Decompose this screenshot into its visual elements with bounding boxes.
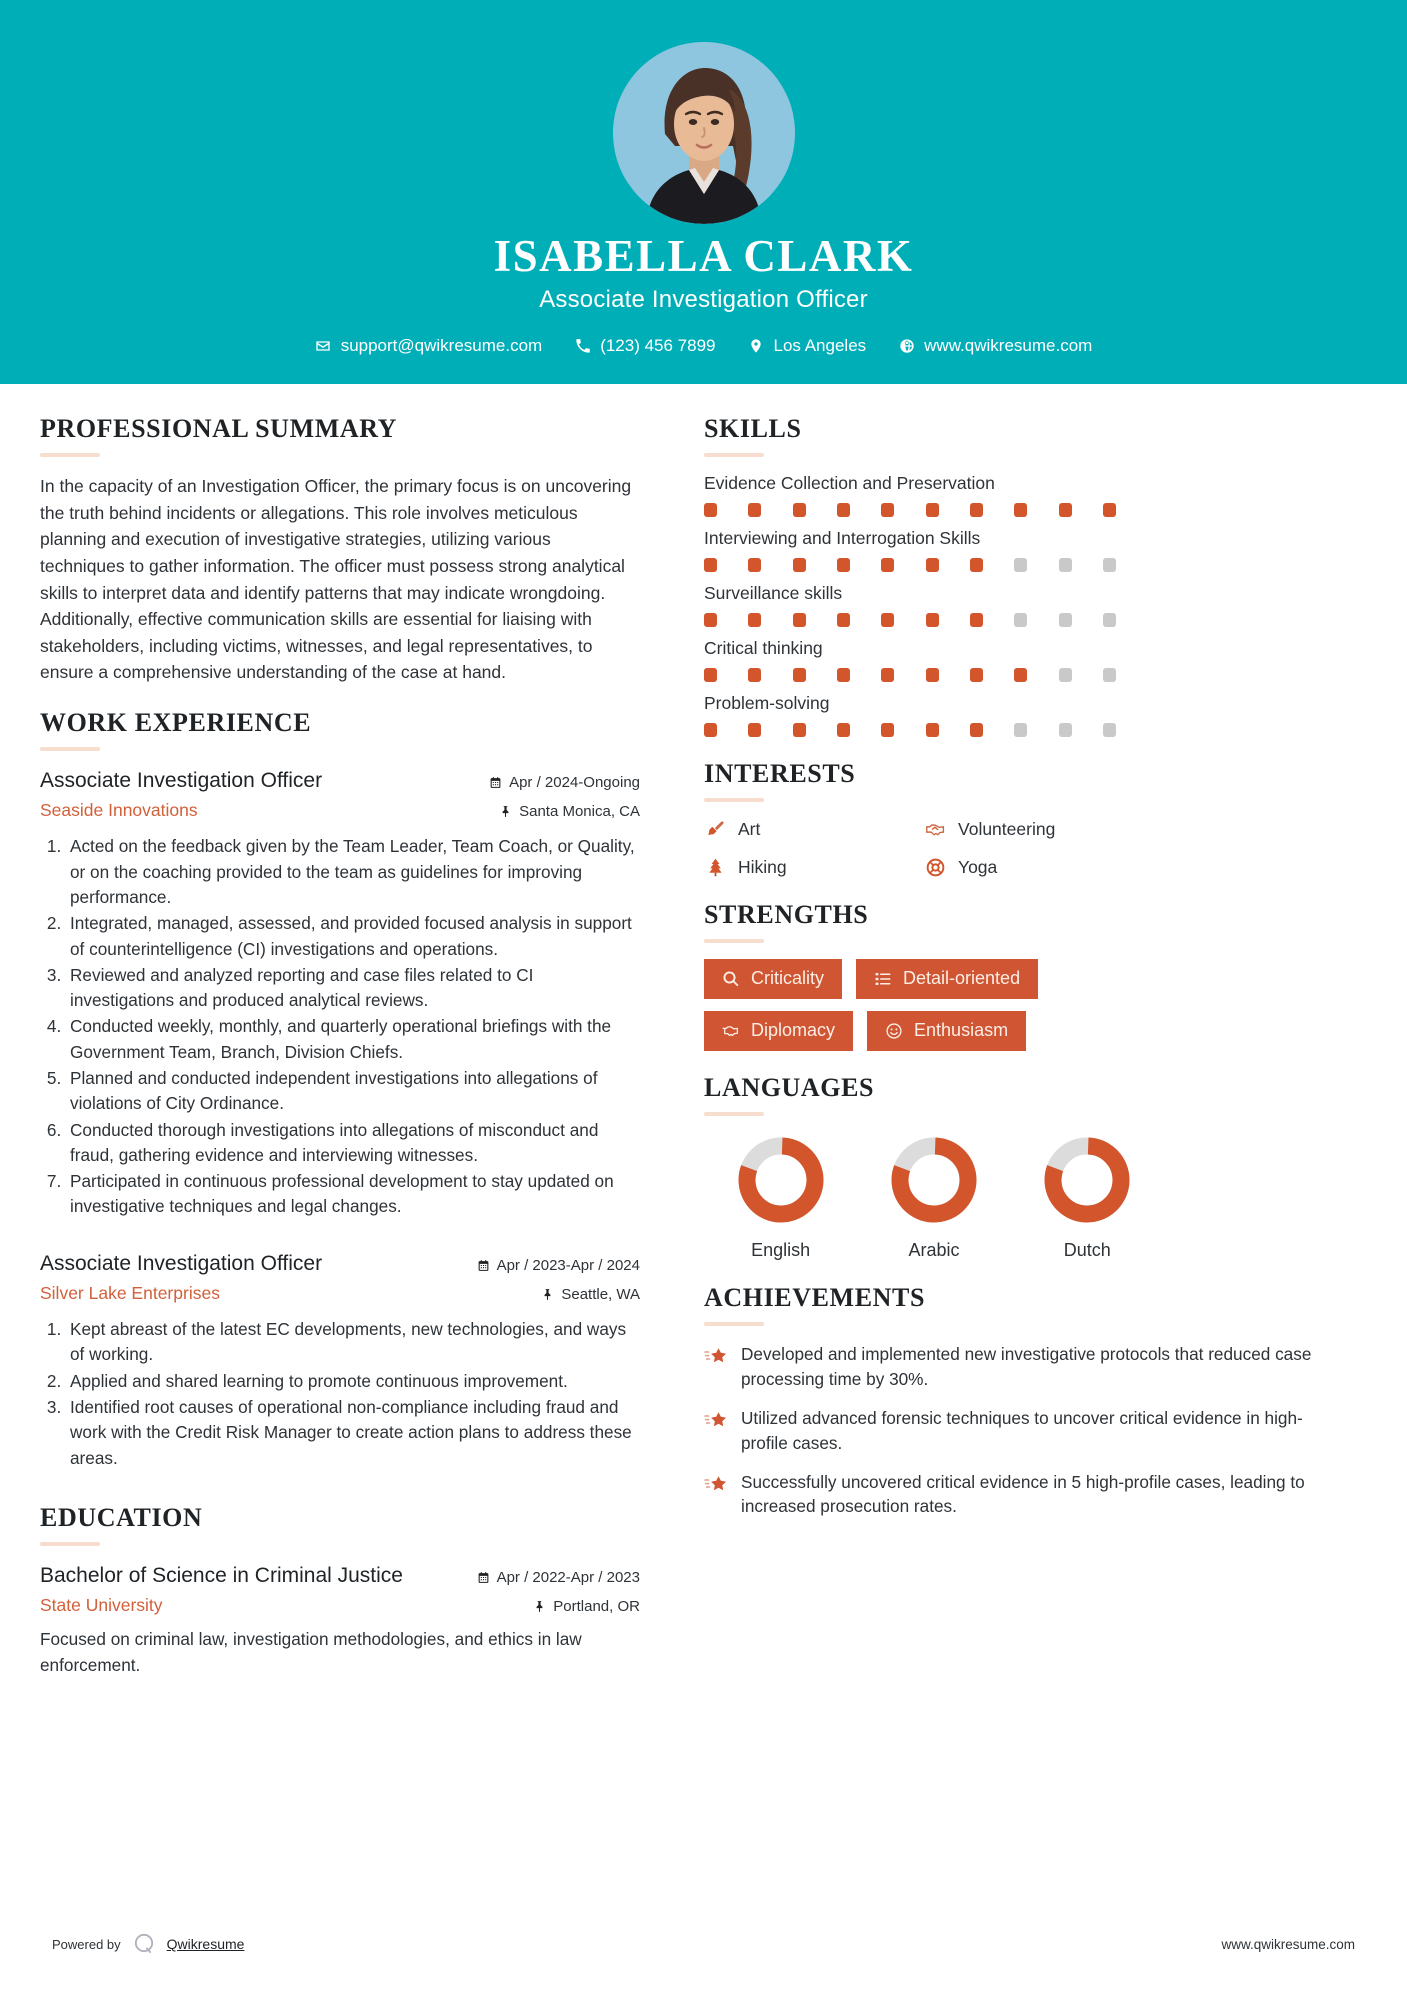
work-organization: Silver Lake Enterprises	[40, 1282, 220, 1303]
skill-name: Problem-solving	[704, 693, 830, 714]
work-bullets	[40, 1317, 640, 1471]
skill-dot-filled	[793, 503, 806, 517]
footer-website: www.qwikresume.com	[1221, 1936, 1355, 1952]
skill-rating	[704, 723, 1116, 737]
section-achievements	[704, 1283, 1335, 1520]
mail-icon	[315, 338, 332, 355]
skill-dot-filled	[881, 668, 894, 682]
skill-dot-filled	[881, 723, 894, 737]
skill-dot-filled	[1059, 503, 1072, 517]
list-item: 2. Applied and shared learning to promote continuous improvement.	[66, 1369, 640, 1394]
section-interests	[704, 759, 1335, 878]
skill-dot-filled	[926, 723, 939, 737]
skill-dot-filled	[748, 558, 761, 572]
interest-art	[704, 818, 914, 840]
skill-dot-filled	[837, 503, 850, 517]
section-rule	[40, 1542, 100, 1546]
list-item: 4. Conducted weekly, monthly, and quarterly operational briefings with the Government Team, Branch, Division Chiefs.	[66, 1014, 640, 1065]
pin-icon	[533, 1600, 546, 1613]
work-entry	[40, 1250, 640, 1471]
section-rule	[704, 1112, 764, 1116]
interest-label: Yoga	[958, 856, 998, 877]
skill-dot-empty	[1014, 613, 1027, 627]
star-icon	[704, 1409, 728, 1433]
work-role: Associate Investigation Officer	[40, 1251, 323, 1275]
resume-header	[0, 0, 1407, 384]
language-donut-chart	[1039, 1132, 1135, 1228]
skill-dot-filled	[748, 503, 761, 517]
section-rule	[40, 747, 100, 751]
section-heading-skills: SKILLS	[704, 414, 802, 444]
skill-dot-filled	[926, 558, 939, 572]
strength-label: Enthusiasm	[914, 1019, 1009, 1040]
language-item	[857, 1132, 1010, 1261]
strength-tag-detail-oriented[interactable]	[856, 959, 1038, 999]
skill-dot-filled	[704, 503, 717, 517]
skill-rating	[704, 503, 1116, 517]
list-item: 1. Acted on the feedback given by the Team Leader, Team Coach, or Quality, or on the coaching provided to the team as guidelines for improving performance.	[66, 834, 640, 910]
skill-name: Evidence Collection and Preservation	[704, 473, 995, 494]
achievement-text: Utilized advanced forensic techniques to uncover critical evidence in high-profile cases.	[741, 1407, 1303, 1453]
star-icon	[704, 1345, 728, 1369]
skill-dot-filled	[970, 668, 983, 682]
languages-list	[704, 1132, 1164, 1261]
skill-rating	[704, 558, 1116, 572]
skill-dot-filled	[837, 613, 850, 627]
strength-label: Diplomacy	[751, 1019, 836, 1040]
interest-label: Art	[738, 818, 761, 839]
list-item: 3. Reviewed and analyzed reporting and case files related to CI investigations and produced analytical reviews.	[66, 963, 640, 1014]
skill-dot-filled	[1014, 668, 1027, 682]
strength-tag-enthusiasm[interactable]	[867, 1011, 1026, 1051]
achievement-text: Developed and implemented new investigative protocols that reduced case processing time by 30%.	[741, 1343, 1312, 1389]
language-label: Dutch	[1063, 1239, 1111, 1260]
language-label: English	[751, 1239, 811, 1260]
contact-phone-text: (123) 456 7899	[600, 336, 716, 356]
work-organization: Seaside Innovations	[40, 800, 198, 821]
skill-dot-filled	[793, 668, 806, 682]
skill-rating	[704, 613, 1116, 627]
skill-dot-filled	[970, 558, 983, 572]
section-heading-education: EDUCATION	[40, 1502, 203, 1532]
right-column	[672, 414, 1335, 1541]
phone-icon	[574, 338, 591, 355]
interest-volunteering	[924, 818, 1134, 840]
work-location-text: Seattle, WA	[561, 1285, 640, 1303]
strength-label: Detail-oriented	[903, 968, 1021, 989]
skill-name: Interviewing and Interrogation Skills	[704, 528, 981, 549]
skill-dot-filled	[881, 613, 894, 627]
section-rule	[704, 798, 764, 802]
avatar-photo-icon	[613, 42, 795, 224]
education-entry	[40, 1562, 640, 1678]
qwikresume-logo-icon	[132, 1932, 156, 1956]
section-work-experience	[40, 708, 640, 1471]
skill-dot-filled	[704, 668, 717, 682]
section-rule	[40, 453, 100, 457]
achievement-text: Successfully uncovered critical evidence in 5 high-profile cases, leading to increased prosecution rates.	[741, 1471, 1305, 1517]
star-icon	[704, 1473, 728, 1497]
paintbrush-icon	[704, 818, 726, 840]
left-column	[40, 414, 672, 1700]
skill-dot-empty	[1014, 558, 1027, 572]
contact-email[interactable]	[299, 336, 559, 356]
skill-dot-filled	[837, 558, 850, 572]
summary-text: In the capacity of an Investigation Officer, the primary focus is on uncovering the truth behind incidents or allegations. This role involves meticulous planning and execution of investigative strategies, utilizing various techniques to gather information. The officer must possess strong analytical skills to interpret data and identify patterns that may indicate wrongdoing. Additionally, effective communication skills are essential for liaising with stakeholders, including victims, witnesses, and legal representatives, to ensure a comprehensive understanding of the case at hand.	[40, 476, 632, 683]
skill-dot-empty	[1059, 613, 1072, 627]
list-item: 2. Integrated, managed, assessed, and provided focused analysis in support of counterintelligence (CI) investigations and operations.	[66, 911, 640, 962]
work-location	[489, 800, 640, 823]
language-donut-chart	[886, 1132, 982, 1228]
skill-row	[704, 528, 1335, 572]
contact-website-text: www.qwikresume.com	[924, 336, 1093, 356]
section-heading-strengths: STRENGTHS	[704, 900, 869, 930]
skill-row	[704, 693, 1335, 737]
achievement-item	[704, 1406, 1335, 1456]
skill-dot-empty	[1059, 668, 1072, 682]
work-date-text: Apr / 2023-Apr / 2024	[496, 1256, 640, 1274]
skill-dot-filled	[704, 558, 717, 572]
list-item: 3. Identified root causes of operational non-compliance including fraud and work with the Credit Risk Manager to create action plans to address these areas.	[66, 1395, 640, 1471]
section-education	[40, 1503, 640, 1678]
education-location	[477, 1595, 640, 1618]
achievement-item	[704, 1342, 1335, 1392]
calendar-icon	[489, 776, 502, 789]
skill-dot-filled	[748, 668, 761, 682]
interest-yoga	[924, 856, 1134, 878]
section-heading-summary: PROFESSIONAL SUMMARY	[40, 414, 398, 444]
skill-dot-empty	[1103, 668, 1116, 682]
list-item: 5. Planned and conducted independent investigations into allegations of violations of City Ordinance.	[66, 1066, 640, 1117]
section-rule	[704, 939, 764, 943]
skill-dot-filled	[704, 613, 717, 627]
education-location-text: Portland, OR	[553, 1598, 640, 1616]
work-date-text: Apr / 2024-Ongoing	[509, 773, 640, 791]
skill-dot-filled	[926, 503, 939, 517]
interest-label: Hiking	[738, 856, 787, 877]
section-rule	[704, 1322, 764, 1326]
work-location	[477, 1283, 640, 1306]
page-title: ISABELLA CLARK	[493, 231, 914, 281]
skill-dot-filled	[704, 723, 717, 737]
skill-dot-filled	[970, 503, 983, 517]
skill-dot-empty	[1103, 613, 1116, 627]
section-heading-languages: LANGUAGES	[704, 1072, 875, 1102]
section-heading-achievements: ACHIEVEMENTS	[704, 1282, 926, 1312]
language-label: Arabic	[908, 1239, 960, 1260]
education-school: State University	[40, 1595, 163, 1616]
skill-dot-filled	[970, 613, 983, 627]
skill-dot-empty	[1059, 558, 1072, 572]
smiley-icon	[885, 1022, 903, 1040]
skill-dot-empty	[1103, 723, 1116, 737]
section-heading-work: WORK EXPERIENCE	[40, 707, 312, 737]
skill-name: Surveillance skills	[704, 583, 843, 604]
list-item: 7. Participated in continuous professional development to stay updated on investigative techniques and legal changes.	[66, 1169, 640, 1220]
skill-dot-filled	[1103, 503, 1116, 517]
strength-tag-diplomacy[interactable]	[704, 1011, 853, 1051]
section-heading-interests: INTERESTS	[704, 759, 856, 789]
contact-website[interactable]	[882, 336, 1108, 356]
skill-dot-filled	[793, 723, 806, 737]
search-icon	[722, 970, 740, 988]
work-bullets	[40, 834, 640, 1219]
pin-icon	[541, 1288, 554, 1301]
contact-location	[732, 336, 883, 356]
achievement-item	[704, 1470, 1335, 1520]
language-donut-chart	[733, 1132, 829, 1228]
skill-dot-filled	[1014, 503, 1027, 517]
lifebuoy-icon	[924, 856, 946, 878]
avatar	[613, 42, 795, 224]
skill-row	[704, 583, 1335, 627]
skill-dot-filled	[881, 558, 894, 572]
section-skills	[704, 414, 1335, 737]
tree-icon	[704, 856, 726, 878]
strength-label: Criticality	[751, 968, 825, 989]
skill-rating	[704, 668, 1116, 682]
strength-tag-criticality[interactable]	[704, 959, 842, 999]
list-icon	[874, 970, 892, 988]
skill-dot-filled	[837, 668, 850, 682]
section-rule	[704, 453, 764, 457]
header-job-title: Associate Investigation Officer	[539, 286, 868, 314]
work-date	[477, 1254, 640, 1277]
list-item: 1. Kept abreast of the latest EC developments, new technologies, and ways of working.	[66, 1317, 640, 1368]
contact-phone[interactable]	[558, 336, 731, 356]
contact-location-text: Los Angeles	[773, 336, 867, 356]
skill-name: Critical thinking	[704, 638, 823, 659]
skill-dot-filled	[837, 723, 850, 737]
skill-dot-filled	[748, 723, 761, 737]
skill-dot-filled	[881, 503, 894, 517]
section-languages	[704, 1073, 1335, 1261]
qwikresume-link[interactable]: Qwikresume	[166, 1936, 245, 1952]
skill-dot-filled	[926, 613, 939, 627]
skill-dot-empty	[1103, 558, 1116, 572]
location-pin-icon	[748, 338, 765, 355]
strengths-list	[704, 959, 1144, 1051]
handshake-icon	[924, 818, 946, 840]
education-degree: Bachelor of Science in Criminal Justice	[40, 1563, 403, 1587]
work-entry	[40, 767, 640, 1220]
handshake-icon	[722, 1022, 740, 1040]
education-date-text: Apr / 2022-Apr / 2023	[496, 1568, 640, 1586]
skill-dot-filled	[926, 668, 939, 682]
work-location-text: Santa Monica, CA	[519, 803, 640, 821]
skill-dot-filled	[793, 613, 806, 627]
skill-dot-filled	[793, 558, 806, 572]
work-role: Associate Investigation Officer	[40, 768, 323, 792]
pin-icon	[499, 805, 512, 818]
skills-list	[704, 473, 1335, 737]
skill-dot-empty	[1014, 723, 1027, 737]
work-date	[489, 771, 640, 794]
globe-icon	[898, 338, 915, 355]
skill-dot-filled	[748, 613, 761, 627]
calendar-icon	[477, 1571, 490, 1584]
achievements-list	[704, 1342, 1335, 1520]
skill-row	[704, 473, 1335, 517]
resume-body	[0, 384, 1407, 1700]
education-description: Focused on criminal law, investigation methodologies, and ethics in law enforcement.	[40, 1629, 582, 1675]
footer	[0, 1932, 1407, 1956]
list-item: 6. Conducted thorough investigations into allegations of misconduct and fraud, gathering evidence and interviewing witnesses.	[66, 1118, 640, 1169]
section-strengths	[704, 900, 1335, 1051]
interests-grid	[704, 818, 1134, 878]
language-item	[1011, 1132, 1164, 1261]
interest-label: Volunteering	[958, 818, 1056, 839]
education-date	[477, 1566, 640, 1589]
calendar-icon	[477, 1259, 490, 1272]
skill-row	[704, 638, 1335, 682]
interest-hiking	[704, 856, 914, 878]
skill-dot-filled	[970, 723, 983, 737]
language-item	[704, 1132, 857, 1261]
contact-row	[0, 336, 1407, 356]
section-professional-summary	[40, 414, 640, 686]
skill-dot-empty	[1059, 723, 1072, 737]
contact-email-text: support@qwikresume.com	[340, 336, 543, 356]
powered-by-label: Powered by	[52, 1936, 121, 1952]
footer-left	[52, 1932, 244, 1956]
